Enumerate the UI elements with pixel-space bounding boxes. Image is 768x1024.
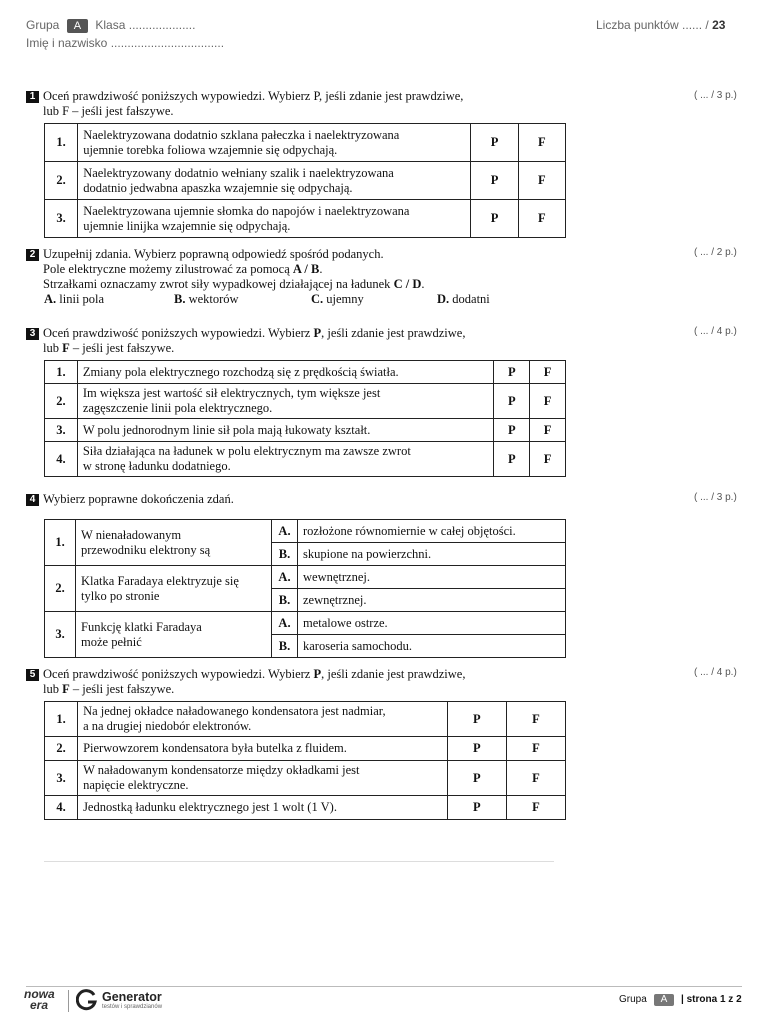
- row-number: 1.: [45, 361, 78, 384]
- table-row: [45, 612, 566, 635]
- question-1-points: ( ... / 3 p.): [694, 90, 737, 101]
- question-text-bold: P: [313, 326, 322, 340]
- row-number: 2.: [45, 737, 78, 761]
- question-text: – jeśli jest fałszywe.: [69, 682, 175, 696]
- row-number: 4.: [45, 442, 78, 477]
- sentence-text: Funkcję klatki Faradaya: [81, 619, 202, 634]
- question-text-bold: F: [62, 682, 70, 696]
- question-text: lub F – jeśli jest fałszywe.: [43, 104, 174, 118]
- option-a-text[interactable]: rozłożone równomiernie w całej objętości.: [298, 520, 566, 543]
- sentence-text: W nienaładowanym: [81, 527, 182, 542]
- statement-cell: [77, 361, 494, 384]
- true-option[interactable]: P: [447, 702, 506, 737]
- option-b[interactable]: [174, 292, 239, 307]
- statement-text: Na jednej okładce naładowanego kondensatora jest nadmiar,: [83, 704, 386, 718]
- logo-line: era: [30, 998, 49, 1012]
- question-text: , jeśli zdanie jest prawdziwe,: [321, 667, 466, 681]
- points-total-field: [596, 18, 725, 32]
- points-total-label: Liczba punktów ...... /: [596, 18, 709, 32]
- footer-divider: [26, 986, 742, 987]
- question-number: 5: [26, 669, 39, 681]
- sentence-text: Strzałkami oznaczamy zwrot siły wypadkowej działającej na ładunek: [43, 277, 394, 291]
- question-3-points: ( ... / 4 p.): [694, 326, 737, 337]
- row-number: 3.: [45, 419, 78, 442]
- option-text: ujemny: [326, 292, 364, 306]
- question-text: lub: [43, 682, 63, 696]
- false-option[interactable]: F: [506, 796, 565, 820]
- row-number: 2.: [45, 566, 76, 612]
- option-text: linii pola: [59, 292, 105, 306]
- true-option[interactable]: P: [447, 761, 506, 796]
- statement-text: w stronę ładunku dodatniego.: [82, 459, 231, 473]
- statement-text: Im większa jest wartość sił elektrycznych, tym większe jest: [82, 386, 381, 400]
- footer-group-badge: A: [654, 994, 675, 1006]
- question-text: Oceń prawdziwość poniższych wypowiedzi. Wybierz: [43, 326, 314, 340]
- option-a-text[interactable]: metalowe ostrze.: [298, 612, 566, 635]
- question-text: – jeśli jest fałszywe.: [69, 341, 175, 355]
- statement-cell: [78, 702, 448, 737]
- option-a-label[interactable]: A.: [272, 520, 298, 543]
- points-total-value: 23: [712, 18, 726, 32]
- row-number: 3.: [45, 612, 76, 658]
- question-2-sentence-2: [43, 277, 424, 291]
- sentence-text: .: [421, 277, 425, 291]
- question-text-bold: F: [62, 341, 70, 355]
- header-group-klasa: [26, 18, 195, 33]
- true-option[interactable]: P: [494, 361, 530, 384]
- option-a-text[interactable]: wewnętrznej.: [298, 566, 566, 589]
- option-a-label[interactable]: A.: [272, 566, 298, 589]
- true-option[interactable]: P: [494, 442, 530, 477]
- statement-text: Siła działająca na ładunek w polu elektrycznym ma zawsze zwrot: [82, 444, 411, 458]
- table-row: [45, 361, 566, 384]
- question-number: 1: [26, 91, 39, 103]
- question-number: 2: [26, 249, 39, 261]
- table-row: [45, 384, 566, 419]
- option-b-text[interactable]: skupione na powierzchni.: [298, 543, 566, 566]
- sentence-text: tylko po stronie: [81, 588, 160, 603]
- question-2-prompt: [26, 247, 646, 292]
- sentence-start-cell: [76, 520, 272, 566]
- question-text: Uzupełnij zdania. Wybierz poprawną odpowiedź spośród podanych.: [43, 247, 384, 261]
- table-row: [45, 162, 566, 200]
- true-option[interactable]: P: [447, 796, 506, 820]
- sentence-text: Klatka Faradaya elektryzuje się: [81, 573, 239, 588]
- page-number: | strona 1 z 2: [681, 994, 742, 1005]
- statement-text: Zmiany pola elektrycznego rozchodzą się z prędkością światła.: [82, 364, 399, 379]
- statement-text: Naelektryzowana dodatnio szklana pałeczka i naelektryzowana: [83, 127, 400, 142]
- statement-text: W naładowanym kondensatorze między okładkami jest: [83, 763, 360, 777]
- question-5-prompt: [26, 667, 646, 697]
- table-row: [45, 761, 566, 796]
- question-text-bold: P: [313, 667, 322, 681]
- table-row: [45, 520, 566, 543]
- answer-choice[interactable]: A / B: [292, 262, 320, 276]
- name-field: Imię i nazwisko ..................................: [26, 36, 225, 50]
- table-row: [45, 200, 566, 238]
- question-text: lub: [43, 341, 63, 355]
- question-4-points: ( ... / 3 p.): [694, 492, 737, 503]
- question-number: 4: [26, 494, 39, 506]
- question-number: 3: [26, 328, 39, 340]
- table-row: [45, 566, 566, 589]
- statement-cell: [78, 200, 471, 238]
- logo-line: nowa: [24, 987, 55, 1001]
- false-option[interactable]: F: [530, 442, 566, 477]
- option-b-label[interactable]: B.: [272, 589, 298, 612]
- logo-separator: [68, 990, 69, 1012]
- table-row: [45, 124, 566, 162]
- row-number: 1.: [45, 124, 78, 162]
- statement-cell: [78, 124, 471, 162]
- sentence-text: przewodniku elektrony są: [81, 542, 211, 557]
- table-row: [45, 702, 566, 737]
- sentence-text: .: [319, 262, 323, 276]
- sentence-text: może pełnić: [81, 634, 142, 649]
- false-option[interactable]: F: [518, 124, 565, 162]
- question-text: Oceń prawdziwość poniższych wypowiedzi. Wybierz P, jeśli zdanie jest prawdziwe,: [43, 89, 464, 103]
- option-letter: D.: [437, 292, 450, 306]
- question-2-points: ( ... / 2 p.): [694, 247, 737, 258]
- statement-text: Pierwowzorem kondensatora była butelka z fluidem.: [83, 741, 347, 755]
- option-b-text[interactable]: zewnętrznej.: [298, 589, 566, 612]
- table-row: [45, 737, 566, 761]
- row-number: 2.: [45, 162, 78, 200]
- statement-text: Jednostką ładunku elektrycznego jest 1 wolt (1 V).: [83, 800, 337, 814]
- statement-cell: [78, 796, 448, 820]
- true-option[interactable]: P: [471, 162, 518, 200]
- option-letter: A.: [44, 292, 57, 306]
- table-row: [45, 442, 566, 477]
- question-5-points: ( ... / 4 p.): [694, 667, 737, 678]
- statement-cell: [77, 419, 494, 442]
- generator-logo: [76, 989, 98, 1016]
- generator-title: Generator: [102, 990, 162, 1004]
- sentence-start-cell: [76, 566, 272, 612]
- false-option[interactable]: F: [530, 384, 566, 419]
- statement-cell: [77, 442, 494, 477]
- question-1-table: [44, 123, 566, 238]
- false-option[interactable]: F: [518, 162, 565, 200]
- sentence-text: Pole elektryczne możemy zilustrować za pomocą: [43, 262, 293, 276]
- option-text: wektorów: [188, 292, 239, 306]
- option-b-label[interactable]: B.: [272, 543, 298, 566]
- question-text: Wybierz poprawne dokończenia zdań.: [43, 492, 234, 506]
- statement-text: zagęszczenie linii pola elektrycznego.: [82, 401, 273, 415]
- row-number: 3.: [45, 200, 78, 238]
- group-label: Grupa: [26, 18, 60, 32]
- statement-cell: [78, 162, 471, 200]
- statement-text: ujemnie linijka wzajemnie się odpychają.: [83, 218, 291, 233]
- option-a-label[interactable]: A.: [272, 612, 298, 635]
- statement-text: a na drugiej niedobór elektronów.: [83, 719, 252, 733]
- footer-group-label: Grupa: [619, 994, 647, 1005]
- question-4-prompt: [26, 492, 646, 507]
- true-option[interactable]: P: [471, 124, 518, 162]
- question-3-prompt: [26, 326, 646, 356]
- nowa-era-logo: [24, 989, 55, 1011]
- statement-text: ujemnie torebka foliowa wzajemnie się odpychają.: [83, 142, 338, 157]
- footer-page-info: [619, 994, 742, 1006]
- question-2-sentence-1: [43, 262, 322, 276]
- true-option[interactable]: P: [447, 737, 506, 761]
- group-badge: A: [67, 19, 88, 33]
- generator-subtitle: testów i sprawdzianów: [102, 1004, 163, 1010]
- statement-text: W polu jednorodnym linie sił pola mają łukowaty kształt.: [82, 422, 371, 437]
- sentence-start-cell: [76, 612, 272, 658]
- true-option[interactable]: P: [494, 419, 530, 442]
- row-number: 1.: [45, 702, 78, 737]
- table-row: [45, 419, 566, 442]
- statement-text: dodatnio jedwabna apaszka wzajemnie się odpychają.: [83, 180, 353, 195]
- false-option[interactable]: F: [506, 761, 565, 796]
- option-a[interactable]: [44, 292, 104, 307]
- statement-text: Naelektryzowany dodatnio wełniany szalik i naelektryzowana: [83, 165, 394, 180]
- question-4-table: [44, 519, 566, 658]
- false-option[interactable]: F: [506, 737, 565, 761]
- answer-choice[interactable]: C / D: [393, 277, 422, 291]
- false-option[interactable]: F: [518, 200, 565, 238]
- content-divider: [44, 861, 554, 862]
- false-option[interactable]: F: [506, 702, 565, 737]
- generator-g-icon: [76, 989, 98, 1011]
- option-b-label[interactable]: B.: [272, 635, 298, 658]
- question-1-prompt: [26, 89, 646, 119]
- row-number: 1.: [45, 520, 76, 566]
- false-option[interactable]: F: [530, 361, 566, 384]
- statement-cell: [78, 737, 448, 761]
- option-d[interactable]: [437, 292, 490, 307]
- statement-text: Naelektryzowana ujemnie słomka do napojów i naelektryzowana: [83, 203, 410, 218]
- row-number: 2.: [45, 384, 78, 419]
- row-number: 4.: [45, 796, 78, 820]
- question-text: , jeśli zdanie jest prawdziwe,: [321, 326, 466, 340]
- false-option[interactable]: F: [530, 419, 566, 442]
- statement-cell: [77, 384, 494, 419]
- class-field: Klasa ....................: [95, 18, 196, 32]
- table-row: [45, 796, 566, 820]
- row-number: 3.: [45, 761, 78, 796]
- question-3-table: [44, 360, 566, 477]
- statement-cell: [78, 761, 448, 796]
- true-option[interactable]: P: [494, 384, 530, 419]
- option-c[interactable]: [311, 292, 364, 307]
- true-option[interactable]: P: [471, 200, 518, 238]
- statement-text: napięcie elektryczne.: [83, 778, 189, 792]
- option-letter: B.: [174, 292, 186, 306]
- option-text: dodatni: [452, 292, 490, 306]
- question-5-table: [44, 701, 566, 820]
- option-letter: C.: [311, 292, 324, 306]
- option-b-text[interactable]: karoseria samochodu.: [298, 635, 566, 658]
- question-text: Oceń prawdziwość poniższych wypowiedzi. Wybierz: [43, 667, 314, 681]
